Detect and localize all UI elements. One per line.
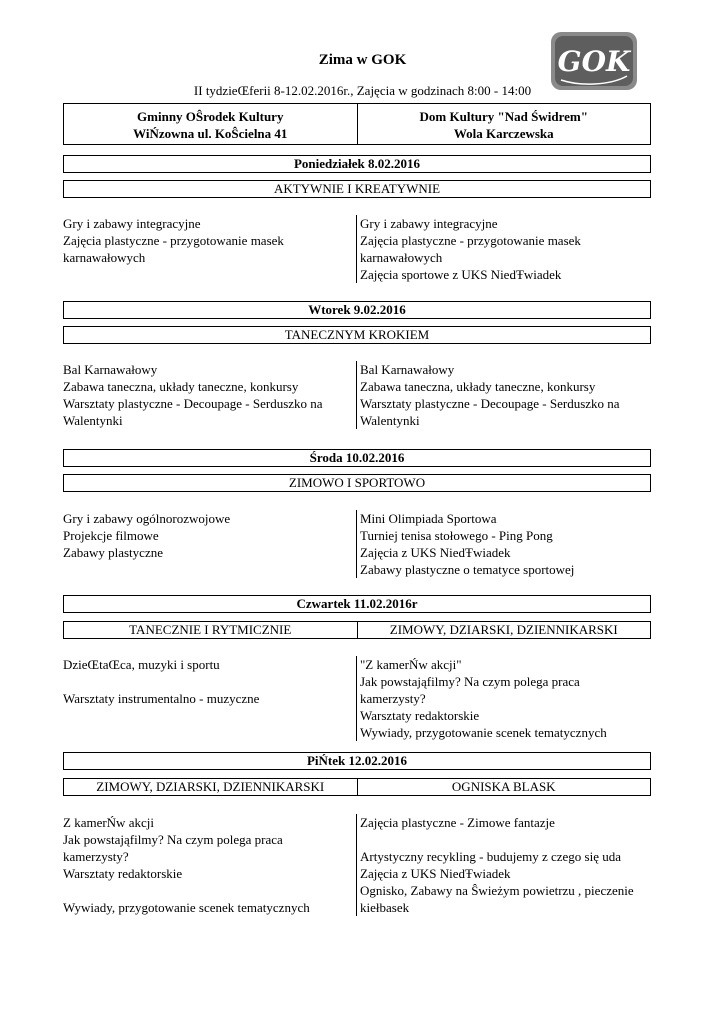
activities-left [63,510,356,578]
venue-right [357,104,651,144]
activity: Mini Olimpiada Sportowa [360,511,497,526]
page-subtitle: II tydzieŒferii 8-12.02.2016r., Zajęcia w godzinach 8:00 - 14:00 [193,83,532,98]
activity: "Z kamerŃw akcji" [360,657,462,672]
spacer [63,673,356,690]
venue-right-name: Dom Kultury "Nad Świdrem" [419,109,588,124]
activities-thursday [63,656,651,741]
activity: Turniej tenisa stołowego - Ping Pong [360,528,553,543]
theme-right: ZIMOWY, DZIARSKI, DZIENNIKARSKI [357,622,651,638]
activities-left [63,656,356,741]
activities-monday [63,215,651,283]
activity: Zabawa taneczna, układy taneczne, konkursy [63,379,299,394]
day-header-tuesday: Wtorek 9.02.2016 [63,301,651,319]
activity: Walentynki [360,413,420,428]
activity: kamerzysty? [63,849,129,864]
activity: Zajęcia plastyczne - przygotowanie masek [63,233,284,248]
theme-right: OGNISKA BLASK [357,779,651,795]
activity: Zajęcia z UKS NiedŦwiadek [360,545,511,560]
activity: Warsztaty redaktorskie [63,866,183,881]
theme-tuesday: TANECZNYM KROKIEM [63,326,651,344]
activity: Gry i zabawy integracyjne [360,216,498,231]
venue-left [64,104,357,144]
day-header-thursday: Czwartek 11.02.2016r [63,595,651,613]
activity: Warsztaty plastyczne - Decoupage - Serduszko na [63,396,323,411]
activity: Bal Karnawałowy [63,362,158,377]
activity: Jak powstająfilmy? Na czym polega praca [360,674,580,689]
theme-thursday [63,621,651,639]
activity: Artystyczny recykling - budujemy z czego się uda [360,849,621,864]
activity: DzieŒtaŒca, muzyki i sportu [63,657,220,672]
theme-left: TANECZNIE I RYTMICZNIE [129,622,292,637]
page-title: Zima w GOK [318,52,407,68]
theme-left: ZIMOWY, DZIARSKI, DZIENNIKARSKI [96,779,325,794]
activities-right [356,215,650,283]
activity: Jak powstająfilmy? Na czym polega praca [63,832,283,847]
activities-right [356,361,650,429]
activities-tuesday [63,361,651,429]
activity: Bal Karnawałowy [360,362,455,377]
activity: kiełbasek [360,900,410,915]
venue-right-address: Wola Karczewska [453,126,554,141]
activities-left [63,215,356,283]
svg-text:GOK: GOK [557,45,631,78]
activity: karnawałowych [63,250,146,265]
activity: Gry i zabawy integracyjne [63,216,201,231]
activity: Zajęcia plastyczne - Zimowe fantazje [360,815,555,830]
spacer [63,882,356,899]
activities-wednesday [63,510,651,578]
venue-left-name: Gminny OŜrodek Kultury [137,109,284,124]
activity: Zabawy plastyczne o tematyce sportowej [360,562,575,577]
activity: Walentynki [63,413,123,428]
activity: Zajęcia z UKS NiedŦwiadek [360,866,511,881]
day-header-friday: PiŃtek 12.02.2016 [63,752,651,770]
activity: Projekcje filmowe [63,528,159,543]
activity: karnawałowych [360,250,443,265]
activity: Wywiady, przygotowanie scenek tematycznych [360,725,607,740]
activities-right [356,814,650,916]
activities-left [63,814,356,916]
activity: Gry i zabawy ogólnorozwojowe [63,511,231,526]
venues-table [63,103,651,145]
activity: Zajęcia plastyczne - przygotowanie masek [360,233,581,248]
activity: Ognisko, Zabawy na Ŝwieżym powietrzu , pieczenie [360,883,634,898]
activities-right [356,510,650,578]
day-header-wednesday: Środa 10.02.2016 [63,449,651,467]
activity: Warsztaty instrumentalno - muzyczne [63,691,260,706]
activity: Wywiady, przygotowanie scenek tematycznych [63,900,310,915]
theme-monday: AKTYWNIE I KREATYWNIE [63,180,651,198]
theme-friday [63,778,651,796]
activity: Zabawy plastyczne [63,545,163,560]
activity: Zajęcia sportowe z UKS NiedŦwiadek [360,267,562,282]
gok-logo [549,30,639,92]
activity: Warsztaty plastyczne - Decoupage - Serduszko na [360,396,620,411]
activity: Warsztaty redaktorskie [360,708,480,723]
activity: Z kamerŃw akcji [63,815,154,830]
spacer [360,831,650,848]
theme-wednesday: ZIMOWO I SPORTOWO [63,474,651,492]
activities-friday [63,814,651,916]
venue-left-address: WiŃzowna ul. KoŜcielna 41 [133,126,288,141]
activity: kamerzysty? [360,691,426,706]
activity: Zabawa taneczna, układy taneczne, konkursy [360,379,596,394]
activities-right [356,656,650,741]
day-header-monday: Poniedziałek 8.02.2016 [63,155,651,173]
activities-left [63,361,356,429]
